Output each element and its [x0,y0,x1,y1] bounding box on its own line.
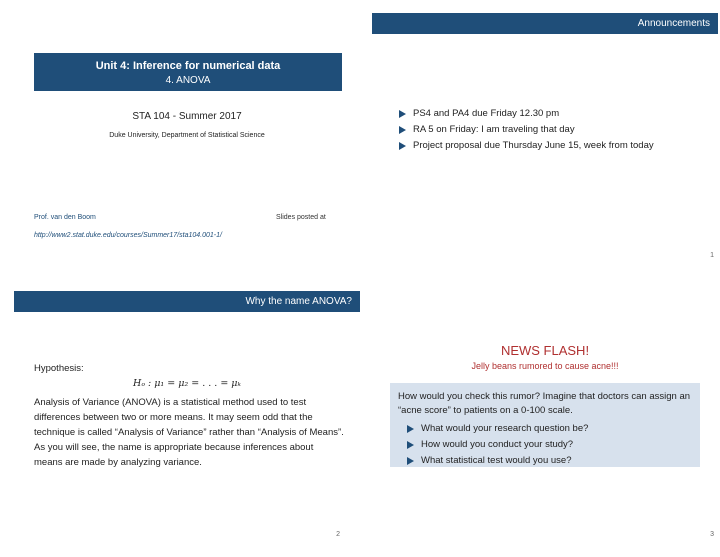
title-box [34,53,342,91]
department: Duke University, Department of Statistical Science [109,132,265,139]
news-flash-slide [372,286,718,550]
bullet-triangle-icon [407,425,414,433]
lecture-subtitle: 4. ANOVA [165,75,211,86]
bullet-triangle-icon [399,142,406,150]
announcements-slide [372,8,718,272]
question-list [398,421,692,469]
list-item: Project proposal due Thursday June 15, week from today [399,138,654,154]
question-block [390,383,700,467]
list-item: PS4 and PA4 due Friday 12.30 pm [399,106,654,122]
list-item: What would your research question be? [407,421,692,437]
bullet-triangle-icon [407,457,414,465]
slides-posted-label: Slides posted at [276,214,326,221]
anova-paragraph: Analysis of Variance (ANOVA) is a statistical method used to test differences between two or more means. It may seem odd that the technique is called “Analysis of Variance” rather than “Analysis of Means”. As you will see, the name is appropriate because inferences about means are made by analyzing variance. [34,397,344,468]
news-flash-subheading: Jelly beans rumored to cause acne!!! [471,361,619,371]
page-number: 1 [710,252,714,259]
list-item: How would you conduct your study? [407,437,692,453]
frame-title: Announcements [372,13,718,34]
bullet-triangle-icon [407,441,414,449]
frame-title: Why the name ANOVA? [14,291,360,312]
bullet-triangle-icon [399,126,406,134]
why-anova-slide [14,286,360,550]
hypothesis-label: Hypothesis: [34,363,84,374]
lecture-title: Unit 4: Inference for numerical data [95,60,281,72]
list-item: RA 5 on Friday: I am traveling that day [399,122,654,138]
page-number: 2 [336,531,340,538]
course-url-link[interactable]: http://www2.stat.duke.edu/courses/Summer17/sta104.001-1/ [34,232,222,239]
announcement-list [399,106,654,154]
bullet-triangle-icon [399,110,406,118]
list-item: What statistical test would you use? [407,453,692,469]
hypothesis-equation: Hₒ : μ₁ = μ₂ = . . . = μₖ [133,378,241,389]
page-number: 3 [710,531,714,538]
question-text: How would you check this rumor? Imagine that doctors can assign an “acne score” to patients on a 0-100 scale. [398,391,691,416]
course-name: STA 104 - Summer 2017 [132,111,242,122]
title-slide [14,8,360,272]
professor-name: Prof. van den Boom [34,214,96,221]
news-flash-heading: NEWS FLASH! [500,343,590,358]
